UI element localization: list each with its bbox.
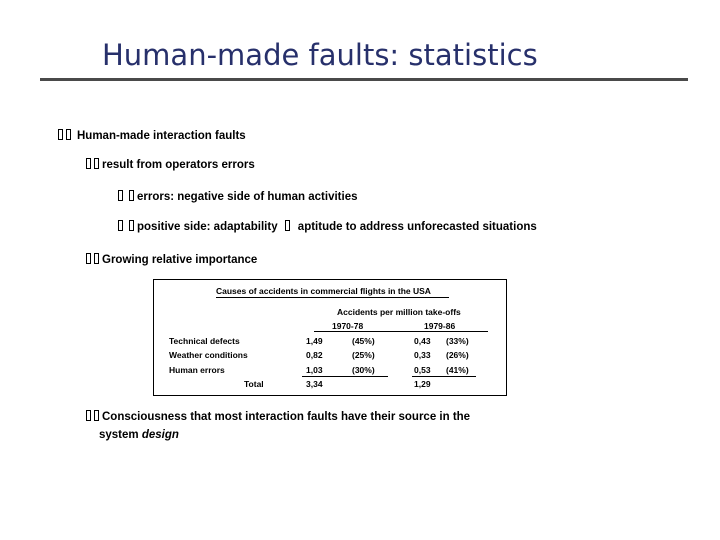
bullet-growing-importance <box>86 253 257 266</box>
arrow-icon <box>285 220 290 231</box>
total-underline-left <box>302 376 388 377</box>
row-value: 0,33 <box>414 350 431 360</box>
bullet-text: errors: negative side of human activities <box>137 191 358 203</box>
table-title-underline <box>216 297 449 298</box>
row-percent: (41%) <box>446 365 469 375</box>
bullet-box-icon <box>66 129 71 140</box>
row-percent: (26%) <box>446 350 469 360</box>
table-header: Accidents per million take-offs <box>337 307 461 317</box>
bullet-box-icon <box>118 190 123 201</box>
row-percent: (33%) <box>446 336 469 346</box>
row-percent: (45%) <box>352 336 375 346</box>
bullet-box-icon <box>86 158 91 169</box>
bullet-text: positive side: adaptability <box>137 221 278 233</box>
bullet-box-icon <box>129 220 134 231</box>
table-title: Causes of accidents in commercial flights in the USA <box>216 286 431 296</box>
bullet-box-icon <box>94 253 99 264</box>
slide-title: Human-made faults: statistics <box>102 38 538 72</box>
bullet-box-icon <box>86 410 91 421</box>
row-value: 0,43 <box>414 336 431 346</box>
emphasized-word: design <box>141 429 179 441</box>
bullet-box-icon <box>86 253 91 264</box>
row-value: 0,82 <box>306 350 323 360</box>
bullet-box-icon <box>94 158 99 169</box>
bullet-text: Consciousness that most interaction faults have their source in the <box>102 411 471 423</box>
bullet-box-icon <box>94 410 99 421</box>
bullet-box-icon <box>129 190 134 201</box>
bullet-text: result from operators errors <box>102 159 255 171</box>
header-underline <box>314 331 488 332</box>
row-label: Weather conditions <box>169 350 248 360</box>
bullet-consciousness <box>86 410 470 423</box>
total-value: 1,29 <box>414 379 431 389</box>
bullet-errors-negative-side <box>118 190 358 203</box>
row-percent: (25%) <box>352 350 375 360</box>
bullet-text: Growing relative importance <box>102 254 258 266</box>
bullet-box-icon <box>58 129 63 140</box>
bullet-operators-errors <box>86 158 255 171</box>
total-underline-right <box>412 376 476 377</box>
bullet-consciousness-continued <box>99 429 179 441</box>
bullet-text: system <box>99 429 139 441</box>
bullet-positive-side <box>118 220 537 233</box>
bullet-text: aptitude to address unforecasted situations <box>297 221 537 233</box>
row-value: 0,53 <box>414 365 431 375</box>
row-percent: (30%) <box>352 365 375 375</box>
total-value: 3,34 <box>306 379 323 389</box>
accidents-table <box>153 279 507 396</box>
bullet-box-icon <box>118 220 123 231</box>
period-1979-86: 1979-86 <box>424 321 456 331</box>
period-1970-78: 1970-78 <box>332 321 364 331</box>
row-value: 1,03 <box>306 365 323 375</box>
row-label: Human errors <box>169 365 225 375</box>
total-label: Total <box>244 379 264 389</box>
bullet-human-made-interaction-faults <box>58 129 246 142</box>
title-underline <box>40 78 688 81</box>
row-value: 1,49 <box>306 336 323 346</box>
bullet-text: Human-made interaction faults <box>77 130 246 142</box>
row-label: Technical defects <box>169 336 240 346</box>
